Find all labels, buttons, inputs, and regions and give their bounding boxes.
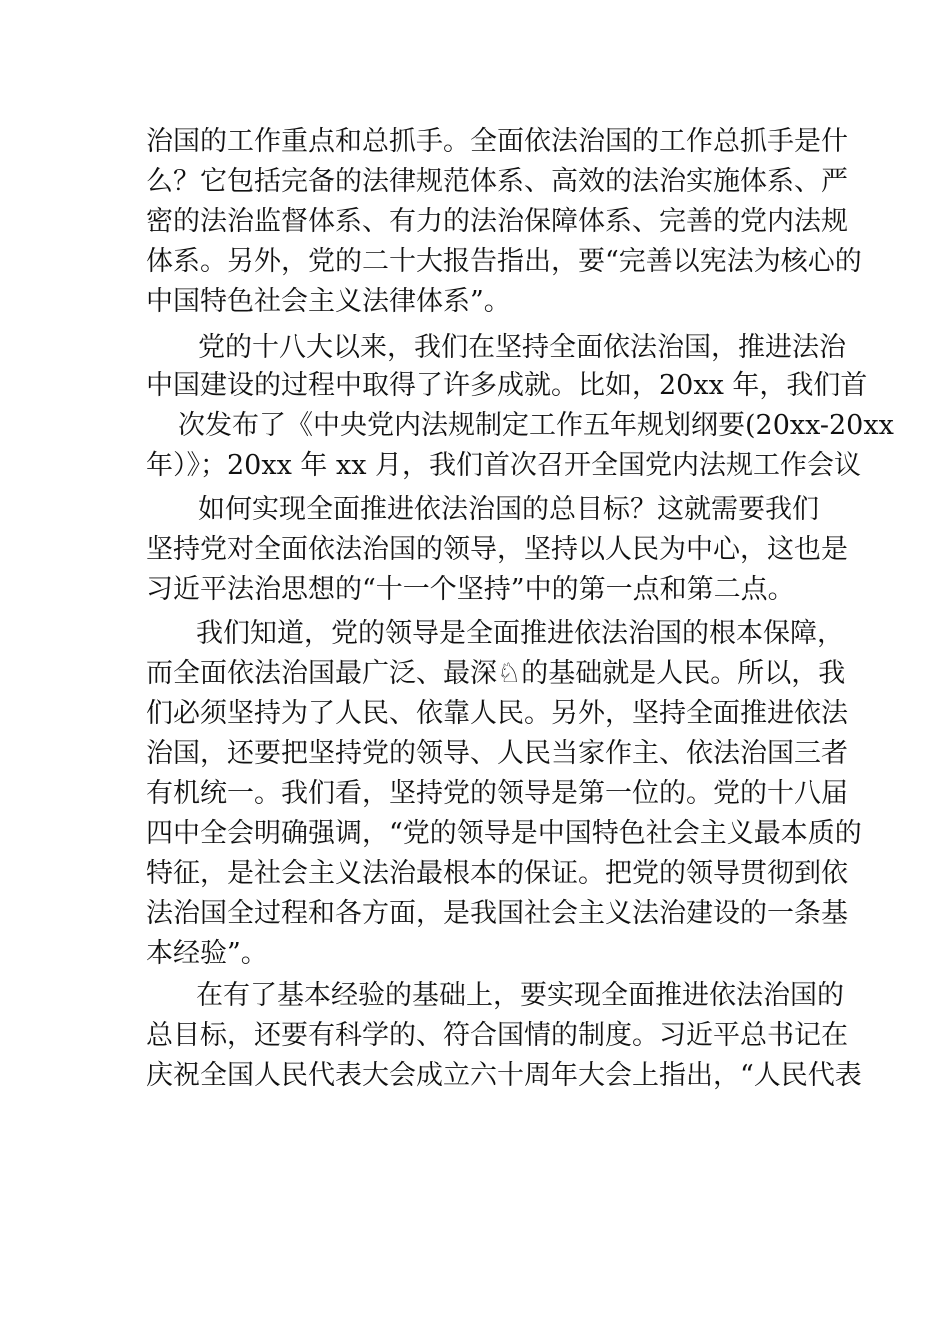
text-line-4: 体系。另外，党的二十大报告指出，要“完善以宪法为核心的 [146,246,862,277]
text-line-1: 治国的工作重点和总抓手。全面依法治国的工作总抓手是什 [146,126,848,157]
text-line-23: 总目标，还要有科学的、符合国情的制度。习近平总书记在 [146,1020,848,1051]
text-line-21: 本经验”。 [146,938,268,969]
text-line-2: 么？它包括完备的法律规范体系、高效的法治实施体系、严 [146,166,848,197]
text-line-22: 在有了基本经验的基础上，要实现全面推进依法治国的 [196,980,844,1011]
text-line-14: 而全面依法治国最广泛、最深♘的基础就是人民。所以，我 [146,658,846,689]
text-line-16: 治国，还要把坚持党的领导、人民当家作主、依法治国三者 [146,738,848,769]
text-line-24: 庆祝全国人民代表大会成立六十周年大会上指出，“人民代表 [146,1060,862,1091]
text-line-5: 中国特色社会主义法律体系”。 [146,286,511,317]
text-line-20: 法治国全过程和各方面，是我国社会主义法治建设的一条基 [146,898,848,929]
text-line-7: 中国建设的过程中取得了许多成就。比如，20xx 年，我们首 [146,370,868,401]
text-line-11: 坚持党对全面依法治国的领导，坚持以人民为中心，这也是 [146,534,848,565]
text-line-19: 特征，是社会主义法治最根本的保证。把党的领导贯彻到依 [146,858,848,889]
text-line-15: 们必须坚持为了人民、依靠人民。另外，坚持全面推进依法 [146,698,848,729]
text-line-17: 有机统一。我们看，坚持党的领导是第一位的。党的十八届 [146,778,848,809]
text-line-10: 如何实现全面推进依法治国的总目标？这就需要我们 [198,494,819,525]
text-line-13: 我们知道，党的领导是全面推进依法治国的根本保障， [196,618,844,649]
text-line-8: 次发布了《中央党内法规制定工作五年规划纲要(20xx-20xx [178,410,894,441]
text-line-12: 习近平法治思想的“十一个坚持”中的第一点和第二点。 [146,574,795,605]
text-line-18: 四中全会明确强调，“党的领导是中国特色社会主义最本质的 [146,818,862,849]
text-line-6: 党的十八大以来，我们在坚持全面依法治国，推进法治 [198,332,846,363]
text-line-3: 密的法治监督体系、有力的法治保障体系、完善的党内法规 [146,206,848,237]
text-line-9: 年）》；20xx 年 xx 月，我们首次召开全国党内法规工作会议 [146,450,862,481]
